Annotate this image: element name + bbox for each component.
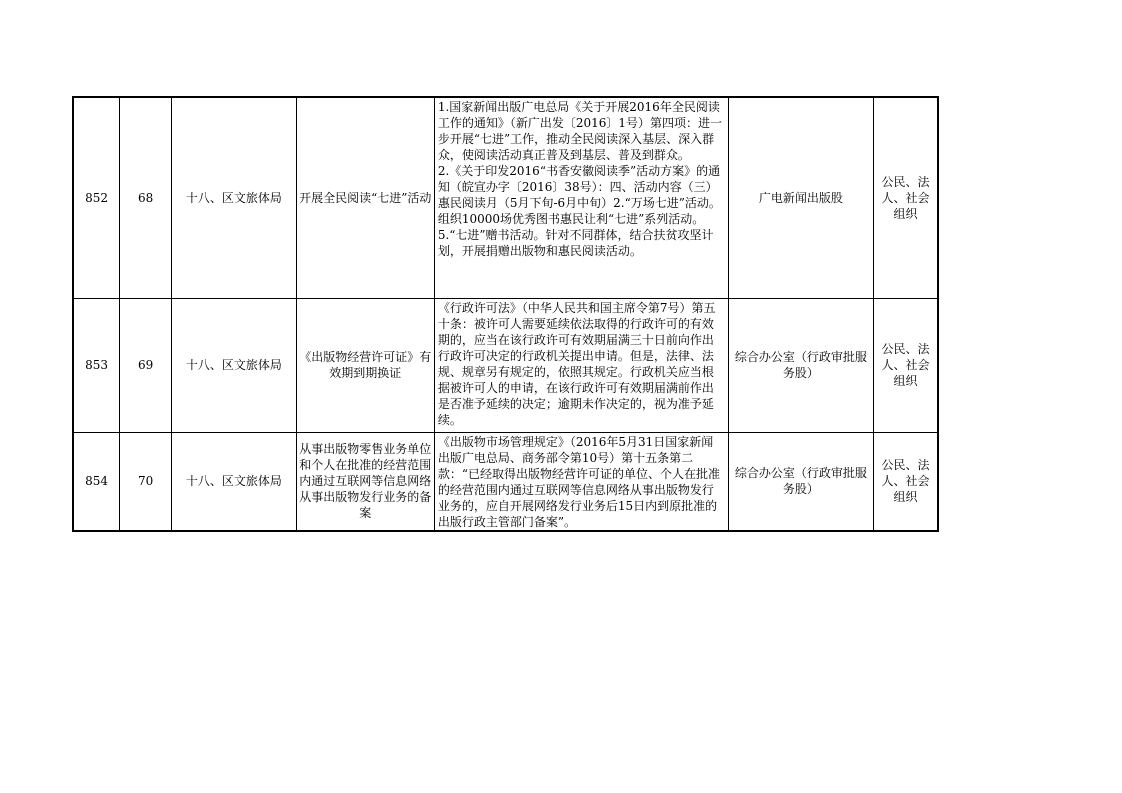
seq-cell: 854 bbox=[73, 432, 120, 531]
legal-basis-cell: 《出版物市场管理规定》（2016年5月31日国家新闻出版广电总局、商务部令第10号）第十五条第二款：“已经取得出版物经营许可证的单位、个人在批准的经营范围内通过互联网等信息网络从事出版物发行业务的，应自开展网络发行业务后15日内到原批准的出版行政主管部门备案”。 bbox=[434, 432, 728, 531]
object-cell: 公民、法人、社会组织 bbox=[874, 97, 938, 298]
items-table bbox=[72, 96, 939, 532]
table-row bbox=[73, 97, 938, 298]
department-cell: 十八、区文旅体局 bbox=[172, 97, 297, 298]
object-cell: 公民、法人、社会组织 bbox=[874, 432, 938, 531]
department-cell: 十八、区文旅体局 bbox=[172, 432, 297, 531]
table-row bbox=[73, 298, 938, 432]
index-cell: 68 bbox=[120, 97, 172, 298]
item-name-cell: 从事出版物零售业务单位和个人在批准的经营范围内通过互联网等信息网络从事出版物发行业务的备案 bbox=[296, 432, 434, 531]
unit-cell: 综合办公室（行政审批服务股） bbox=[728, 298, 873, 432]
seq-cell: 852 bbox=[73, 97, 120, 298]
legal-basis-cell: 《行政许可法》（中华人民共和国主席令第7号）第五十条：被许可人需要延续依法取得的行政许可的有效期的，应当在该行政许可有效期届满三十日前向作出行政许可决定的行政机关提出申请。但是，法律、法规、规章另有规定的，依照其规定。行政机关应当根据被许可人的申请，在该行政许可有效期届满前作出是否准予延续的决定；逾期未作决定的，视为准予延续。 bbox=[434, 298, 728, 432]
table-row bbox=[73, 432, 938, 531]
index-cell: 69 bbox=[120, 298, 172, 432]
item-name-cell: 开展全民阅读“七进”活动 bbox=[296, 97, 434, 298]
seq-cell: 853 bbox=[73, 298, 120, 432]
item-name-cell: 《出版物经营许可证》有效期到期换证 bbox=[296, 298, 434, 432]
department-cell: 十八、区文旅体局 bbox=[172, 298, 297, 432]
unit-cell: 综合办公室（行政审批服务股） bbox=[728, 432, 873, 531]
unit-cell: 广电新闻出版股 bbox=[728, 97, 873, 298]
object-cell: 公民、法人、社会组织 bbox=[874, 298, 938, 432]
legal-basis-cell: 1.国家新闻出版广电总局《关于开展2016年全民阅读工作的通知》（新广出发〔2016〕1号）第四项：进一步开展“七进”工作，推动全民阅读深入基层、深入群众，使阅读活动真正普及到基层、普及到群众。 2.《关于印发2016“书香安徽阅读季”活动方案》的通知（皖宣办字〔2016〕38号）：四、活动内容（三）惠民阅读月（5月下旬-6月中旬）2.“万场七进”活动。组织10000场优秀图书惠民让利“七进”系列活动。5.“七进”赠书活动。针对不同群体，结合扶贫攻坚计划，开展捐赠出版物和惠民阅读活动。 bbox=[434, 97, 728, 298]
index-cell: 70 bbox=[120, 432, 172, 531]
